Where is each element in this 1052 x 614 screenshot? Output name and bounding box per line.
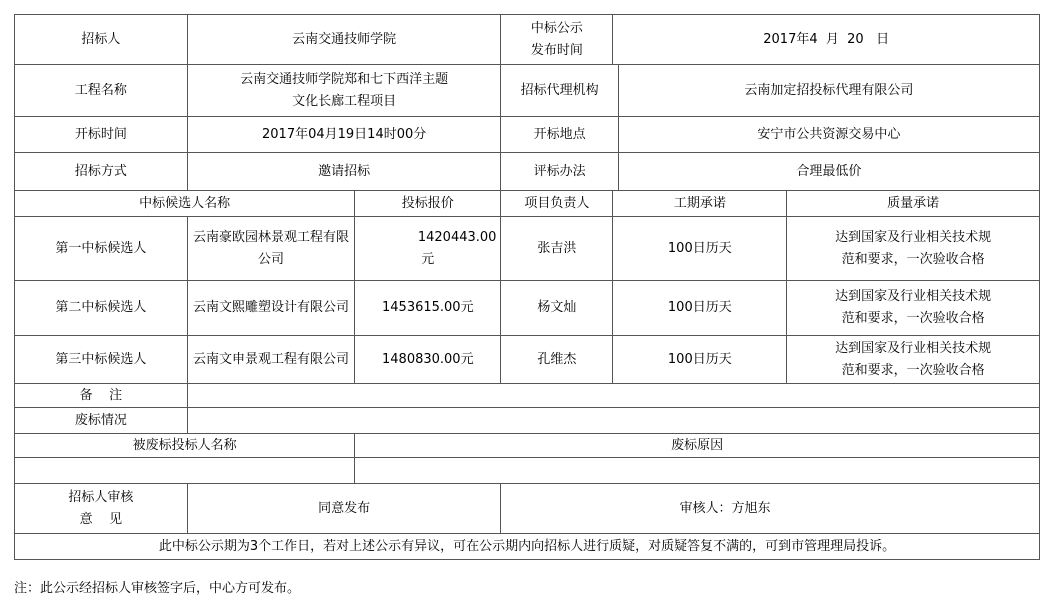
candidate-quality — [787, 336, 1040, 384]
open-time-label: 开标时间 — [15, 117, 188, 153]
remarks-value — [187, 384, 1039, 408]
candidate-manager: 孔维杰 — [501, 336, 613, 384]
footnote: 注：此公示经招标人审核签字后，中心方可发布。 — [14, 581, 301, 596]
waste-header-row — [15, 434, 1040, 458]
project-name — [187, 65, 501, 117]
waste-row — [15, 408, 1040, 434]
candidate-quality-line1: 达到国家及行业相关技术规 — [835, 229, 992, 245]
waste-reason-cell — [355, 458, 1040, 484]
candidate-price-line1: 1420443.00 — [417, 229, 497, 245]
waste-value — [187, 408, 1039, 434]
project-name-line1: 云南交通技师学院郑和七下西洋主题 — [240, 71, 449, 87]
candidate-rank: 第一中标候选人 — [15, 217, 188, 281]
waste-name-header: 被废标投标人名称 — [15, 434, 355, 458]
table-row — [15, 281, 1040, 336]
open-place-value: 安宁市公共资源交易中心 — [618, 117, 1039, 153]
candidate-name: 云南文申景观工程有限公司 — [187, 336, 354, 384]
publish-time-label — [501, 15, 613, 65]
candidate-manager: 杨文灿 — [501, 281, 613, 336]
project-name-line2: 文化长廊工程项目 — [292, 93, 397, 109]
candidate-header-row — [15, 191, 1040, 217]
quality-header: 质量承诺 — [787, 191, 1040, 217]
waste-reason-header: 废标原因 — [355, 434, 1040, 458]
publish-time-value: 2017年4 月 20 日 — [613, 15, 1040, 65]
method-value: 邀请招标 — [187, 153, 501, 191]
candidate-quality-line1: 达到国家及行业相关技术规 — [835, 340, 992, 356]
eval-label: 评标办法 — [501, 153, 618, 191]
review-label-line1: 招标人审核 — [68, 489, 134, 505]
bid-notice-table — [14, 14, 1040, 560]
tenderer-value: 云南交通技师学院 — [187, 15, 501, 65]
waste-label: 废标情况 — [15, 408, 188, 434]
candidate-price — [355, 217, 501, 281]
eval-value: 合理最低价 — [618, 153, 1039, 191]
candidate-quality — [787, 217, 1040, 281]
candidate-name-header: 中标候选人名称 — [15, 191, 355, 217]
waste-blank-row — [15, 458, 1040, 484]
candidate-quality-line2: 范和要求，一次验收合格 — [841, 311, 985, 326]
manager-header: 项目负责人 — [501, 191, 613, 217]
candidate-quality-line2: 范和要求，一次验收合格 — [841, 362, 985, 378]
publish-time-label-line2: 发布时间 — [530, 42, 583, 58]
candidate-price-line2: 元 — [421, 251, 435, 267]
period-note: 此中标公示期为3个工作日，若对上述公示有异议，可在公示期内向招标人进行质疑，对质疑答复不满的，可到市管理理局投诉。 — [15, 534, 1040, 560]
tenderer-label: 招标人 — [15, 15, 188, 65]
candidate-quality-line2: 范和要求，一次验收合格 — [841, 251, 985, 267]
period-note-row — [15, 534, 1040, 560]
table-row — [15, 336, 1040, 384]
candidate-quality-line1: 达到国家及行业相关技术规 — [835, 289, 992, 304]
candidate-name: 云南豪欧园林景观工程有限公司 — [187, 217, 354, 281]
project-label: 工程名称 — [15, 65, 188, 117]
review-row — [15, 484, 1040, 534]
method-label: 招标方式 — [15, 153, 188, 191]
open-time-row — [15, 117, 1040, 153]
candidate-period: 100日历天 — [613, 336, 787, 384]
project-row — [15, 65, 1040, 117]
candidate-price: 1453615.00元 — [355, 281, 501, 336]
candidate-quality — [787, 281, 1040, 336]
review-label — [15, 484, 188, 534]
remarks-label: 备 注 — [15, 384, 188, 408]
reviewer: 审核人：方旭东 — [501, 484, 1040, 534]
candidate-period: 100日历天 — [613, 217, 787, 281]
waste-name-cell — [15, 458, 355, 484]
table-row — [15, 217, 1040, 281]
open-place-label: 开标地点 — [501, 117, 618, 153]
review-label-line2: 意 见 — [79, 511, 123, 527]
candidate-price: 1480830.00元 — [355, 336, 501, 384]
open-time-value: 2017年04月19日14时00分 — [187, 117, 501, 153]
period-header: 工期承诺 — [613, 191, 787, 217]
remarks-row — [15, 384, 1040, 408]
price-header: 投标报价 — [355, 191, 501, 217]
publish-time-label-line1: 中标公示 — [530, 20, 583, 36]
method-row — [15, 153, 1040, 191]
agency-label: 招标代理机构 — [501, 65, 618, 117]
review-opinion: 同意发布 — [187, 484, 501, 534]
candidate-period: 100日历天 — [613, 281, 787, 336]
candidate-rank: 第三中标候选人 — [15, 336, 188, 384]
candidate-name: 云南文熙雕塑设计有限公司 — [187, 281, 354, 336]
tenderer-row — [15, 15, 1040, 65]
candidate-rank: 第二中标候选人 — [15, 281, 188, 336]
agency-value: 云南加定招投标代理有限公司 — [618, 65, 1039, 117]
candidate-manager: 张吉洪 — [501, 217, 613, 281]
